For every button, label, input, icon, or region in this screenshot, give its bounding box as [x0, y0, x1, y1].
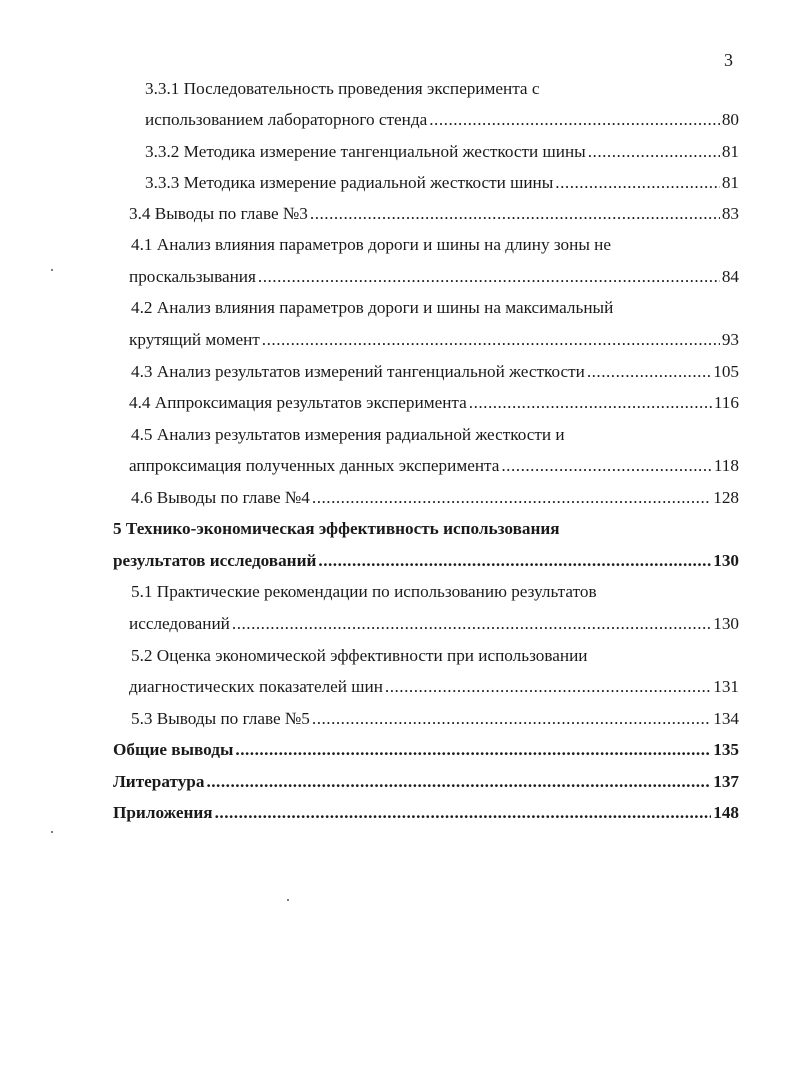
toc-entry-page: 83 [721, 204, 739, 223]
toc-entry-page: 137 [713, 772, 739, 791]
toc-line: 5 Технико-экономическая эффективность использования [113, 519, 560, 538]
dot-leader [555, 172, 720, 194]
toc-entry-page: 80 [721, 110, 739, 129]
toc-entry[interactable] [129, 392, 739, 414]
toc-entry-title: 3.4 Выводы по главе №3 [129, 204, 308, 223]
toc-entry-page: 130 [713, 551, 739, 570]
dot-leader [587, 361, 711, 383]
toc-entry[interactable] [129, 676, 739, 698]
toc-entry-title: 3.3.2 Методика измерение тангенциальной жесткости шины [145, 142, 586, 161]
toc-entry-title: результатов исследований [113, 551, 317, 570]
toc-entry[interactable] [113, 739, 739, 761]
toc-line: 5.1 Практические рекомендации по использованию результатов [131, 582, 597, 601]
toc-entry-title: 4.3 Анализ результатов измерений тангенциальной жесткости [131, 362, 585, 381]
dot-leader [501, 455, 711, 477]
dot-leader [206, 771, 711, 793]
dot-leader [258, 266, 720, 288]
toc-entry[interactable] [113, 802, 739, 824]
toc-entry-title: Приложения [113, 803, 213, 822]
toc-entry-title: 4.4 Аппроксимация результатов эксперимента [129, 393, 467, 412]
toc-entry-page: 148 [713, 803, 739, 822]
toc-entry[interactable] [129, 613, 739, 635]
toc-entry[interactable] [131, 708, 739, 730]
toc-entry-title: проскальзывания [129, 267, 256, 286]
toc-entry-page: 84 [721, 267, 739, 286]
scan-speck [51, 831, 53, 833]
toc-line: 4.2 Анализ влияния параметров дороги и шины на максимальный [131, 298, 614, 317]
dot-leader [588, 141, 720, 163]
dot-leader [318, 550, 711, 572]
toc-line: 3.3.1 Последовательность проведения эксперимента с [145, 79, 540, 98]
dot-leader [312, 487, 711, 509]
toc-entry-title: 3.3.3 Методика измерение радиальной жесткости шины [145, 173, 554, 192]
dot-leader [429, 109, 720, 131]
toc-entry-page: 105 [713, 362, 739, 381]
toc-entry-title: крутящий момент [129, 330, 260, 349]
toc-entry[interactable] [131, 487, 739, 509]
dot-leader [469, 392, 712, 414]
toc-entry-title: 4.6 Выводы по главе №4 [131, 488, 310, 507]
toc-entry-page: 130 [713, 614, 739, 633]
toc-entry-title: исследований [129, 614, 230, 633]
toc-entry[interactable] [129, 266, 739, 288]
toc-entry[interactable] [145, 109, 739, 131]
toc-entry-title: 5.3 Выводы по главе №5 [131, 709, 310, 728]
toc-entry[interactable] [113, 550, 739, 572]
dot-leader [262, 329, 720, 351]
toc-entry-title: использованием лабораторного стенда [145, 110, 428, 129]
toc-entry[interactable] [129, 455, 739, 477]
scan-speck [51, 269, 53, 271]
toc-entry[interactable] [131, 361, 739, 383]
toc-entry-title: диагностических показателей шин [129, 677, 383, 696]
toc-entry-page: 128 [713, 488, 739, 507]
toc-entry-page: 116 [713, 393, 739, 412]
toc-entry[interactable] [113, 771, 739, 793]
dot-leader [232, 613, 711, 635]
scan-speck [287, 899, 289, 901]
toc-entry-title: аппроксимация полученных данных эксперимента [129, 456, 500, 475]
toc-line: 4.5 Анализ результатов измерения радиальной жесткости и [131, 425, 565, 444]
toc-entry[interactable] [129, 329, 739, 351]
toc-entry-page: 118 [713, 456, 739, 475]
toc-entry-page: 131 [713, 677, 739, 696]
dot-leader [312, 708, 711, 730]
dot-leader [235, 739, 711, 761]
toc-entry[interactable] [145, 172, 739, 194]
toc-entry-page: 81 [721, 142, 739, 161]
dot-leader [215, 802, 712, 824]
toc-entry-page: 135 [713, 740, 739, 759]
toc-entry[interactable] [145, 141, 739, 163]
dot-leader [310, 203, 720, 225]
toc-entry[interactable] [129, 203, 739, 225]
dot-leader [385, 676, 711, 698]
page-number: 3 [724, 50, 733, 70]
toc-line: 4.1 Анализ влияния параметров дороги и шины на длину зоны не [131, 235, 611, 254]
toc-entry-page: 93 [721, 330, 739, 349]
toc-entry-title: Литература [113, 772, 205, 791]
toc-entry-page: 134 [713, 709, 739, 728]
toc-entry-page: 81 [721, 173, 739, 192]
toc-line: 5.2 Оценка экономической эффективности при использовании [131, 646, 588, 665]
toc-entry-title: Общие выводы [113, 740, 234, 759]
